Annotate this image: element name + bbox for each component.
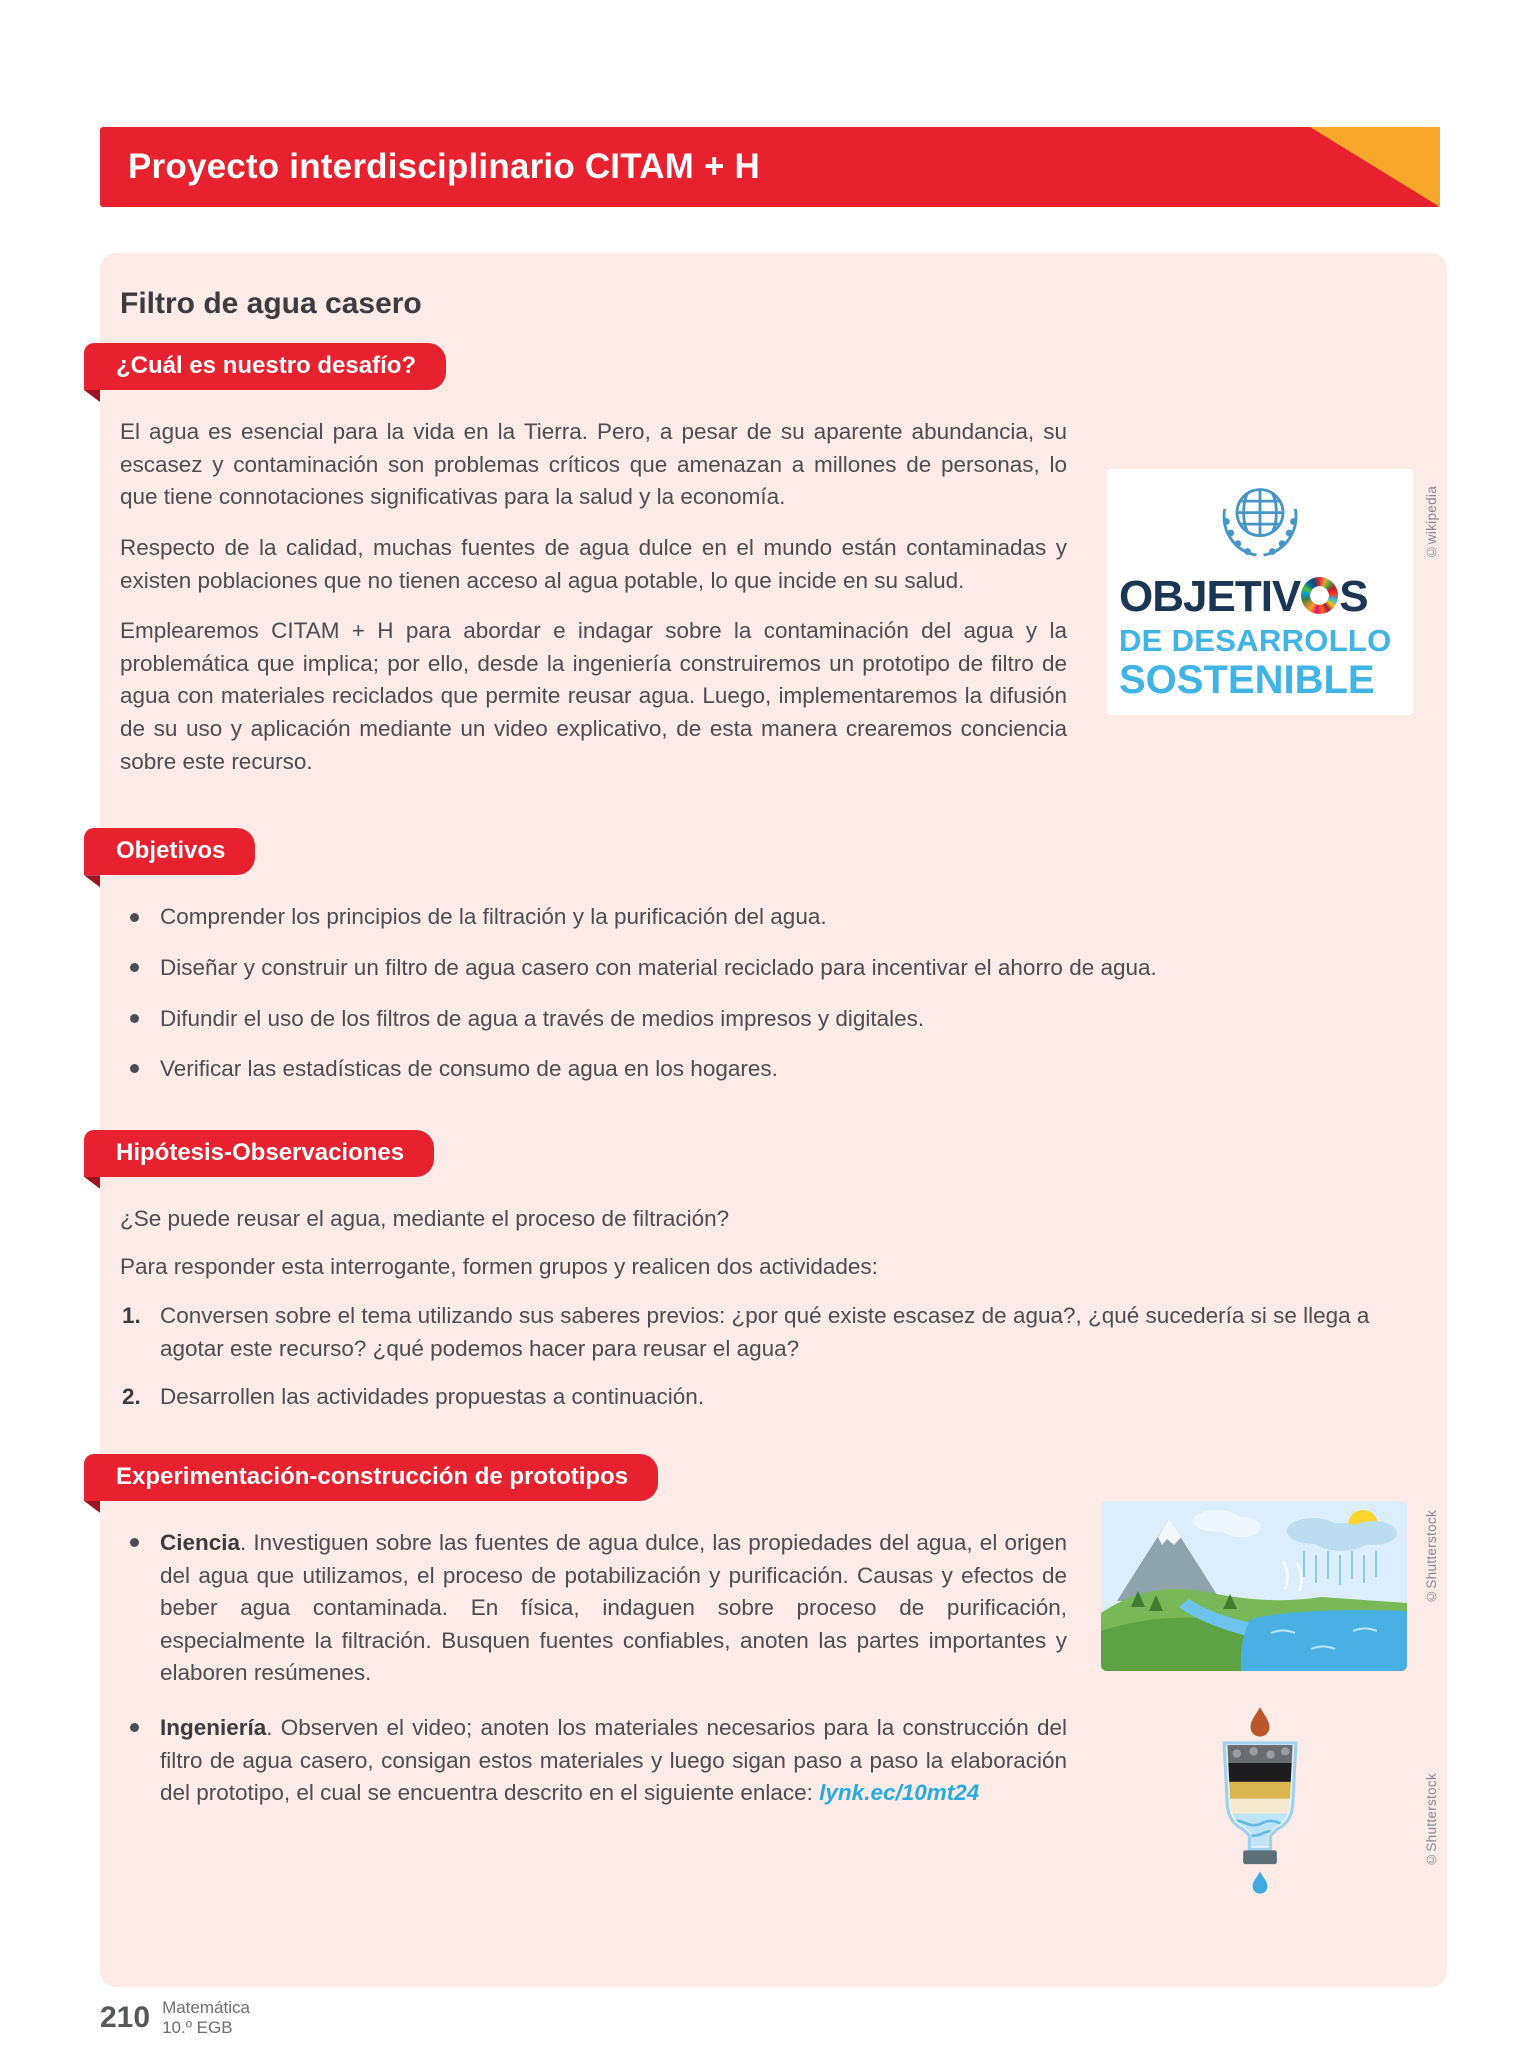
paragraph: El agua es esencial para la vida en la Tierra. Pero, a pesar de su aparente abundancia, su escasez y contaminación son problemas críticos que amenazan a millones de personas, lo que tiene connotaciones significativas para la salud y la economía. <box>120 419 1067 510</box>
ribbon-fold <box>84 390 100 402</box>
water-filter-illustration <box>1201 1705 1319 1901</box>
section-badge-label: Hipótesis-Observaciones <box>116 1138 405 1166</box>
item-lead: Ingeniería <box>160 1715 267 1740</box>
list-item <box>120 952 1427 985</box>
banner-corner-accent <box>1310 127 1440 207</box>
section-objetivos <box>116 828 1427 1086</box>
bullet-icon <box>130 1064 139 1073</box>
sdg-line2: DE DESARROLLO <box>1119 623 1392 658</box>
bullet-icon <box>130 963 139 972</box>
numbered-item <box>120 1381 1390 1414</box>
hipotesis-activities-list <box>120 1300 1427 1414</box>
ribbon-fold <box>84 1501 100 1513</box>
footer-subject: Matemática <box>162 1998 250 2017</box>
water-cycle-svg <box>1101 1501 1407 1671</box>
ribbon-fold <box>84 1177 100 1189</box>
footer-grade: 10.º EGB <box>162 2018 233 2038</box>
section-badge-desafio <box>84 343 446 390</box>
objetivos-list <box>120 901 1427 1086</box>
bullet-icon <box>130 913 139 922</box>
section-hipotesis <box>116 1130 1427 1414</box>
paragraph: ¿Se puede reusar el agua, mediante el proceso de filtración? <box>120 1205 730 1231</box>
section-badge-label: ¿Cuál es nuestro desafío? <box>116 352 417 379</box>
prototype-video-link[interactable]: lynk.ec/10mt24 <box>819 1780 980 1806</box>
page-footer <box>100 1998 250 2038</box>
paragraph: Respecto de la calidad, muchas fuentes de agua dulce en el mundo están contaminadas y existen poblaciones que no tienen acceso al agua potable, lo que incide en su salud. <box>120 534 1067 593</box>
image-credit-shutterstock: ©Shutterstock <box>1424 1773 1439 1867</box>
list-item <box>120 1003 1427 1036</box>
list-item <box>120 901 1427 934</box>
bullet-icon <box>130 1723 139 1732</box>
numbered-item-text: Conversen sobre el tema utilizando sus saberes previos: ¿por qué existe escasez de agua?, ¿qué sucedería si se llega a agotar este recurso? ¿qué podemos hacer para reusar el agua? <box>160 1303 1370 1361</box>
section-badge-hipotesis <box>84 1130 434 1177</box>
list-item-text: Verificar las estadísticas de consumo de agua en los hogares. <box>160 1056 778 1082</box>
sdg-word-pre: OBJETIV <box>1119 572 1301 621</box>
sdg-color-wheel-icon <box>1301 577 1338 614</box>
item-text: . Observen el video; anoten los materiales necesarios para la construcción del filtro de agua casero, consigan estos materiales y luego sigan paso a paso la elaboración del prototipo, el cual se encuentra descrito en el siguiente enlace: <box>160 1715 1067 1806</box>
chapter-banner-title: Proyecto interdisciplinario CITAM + H <box>128 147 760 186</box>
page-number: 210 <box>100 2001 151 2035</box>
un-emblem-icon <box>1201 479 1319 571</box>
hipotesis-intro <box>120 1203 1390 1284</box>
list-item-text: Diseñar y construir un filtro de agua casero con material reciclado para incentivar el ahorro de agua. <box>160 954 1157 980</box>
list-item-text: Comprender los principios de la filtración y la purificación del agua. <box>160 904 827 930</box>
item-number: 1. <box>122 1303 141 1328</box>
water-cycle-illustration <box>1101 1501 1407 1671</box>
sdg-logo-block <box>1107 469 1413 715</box>
image-credit-shutterstock: ©Shutterstock <box>1424 1510 1439 1604</box>
section-badge-objetivos <box>84 828 255 875</box>
section-badge-experimentacion <box>84 1454 658 1501</box>
sdg-word-post: S <box>1339 572 1368 621</box>
item-lead: Ciencia <box>160 1529 241 1555</box>
list-item-text: Difundir el uso de los filtros de agua a través de medios impresos y digitales. <box>160 1005 925 1031</box>
image-credit-wikipedia: ©wikipedia <box>1424 486 1439 560</box>
list-item <box>120 1053 1427 1086</box>
list-item-ciencia <box>120 1527 1067 1690</box>
content-panel <box>100 253 1447 1987</box>
item-text: . Investiguen sobre las fuentes de agua dulce, las propiedades del agua, el origen del agua que utilizamos, el proceso de potabilización y purificación. Causas y efectos de beber agua contaminada. En física, indaguen sobre proceso de purificación, especialmente la filtración. Busquen fuentes confiables, anoten las partes importantes y elaboren resúmenes. <box>160 1529 1067 1686</box>
ribbon-fold <box>84 875 100 887</box>
list-item-ingenieria <box>120 1712 1067 1810</box>
paragraph: Emplearemos CITAM + H para abordar e indagar sobre la contaminación del agua y la problemática que implica; por ello, desde la ingeniería construiremos un prototipo de filtro de agua con materiales reciclados que permite reusar agua. Luego, implementaremos la difusión de su uso y aplicación mediante un video explicativo, de esta manera crearemos conciencia sobre este recurso. <box>120 618 1067 774</box>
page-title: Filtro de agua casero <box>120 287 422 320</box>
bullet-icon <box>130 1014 139 1023</box>
bullet-icon <box>130 1538 139 1547</box>
numbered-item-text: Desarrollen las actividades propuestas a continuación. <box>160 1384 705 1410</box>
footer-subject-grade <box>162 1998 250 2038</box>
chapter-banner <box>100 127 1440 207</box>
paragraph: Para responder esta interrogante, formen grupos y realicen dos actividades: <box>120 1254 878 1280</box>
item-number: 2. <box>122 1384 141 1410</box>
sdg-line3: SOSTENIBLE <box>1119 657 1375 702</box>
section-badge-label: Experimentación-construcción de prototipos <box>116 1462 629 1490</box>
section-badge-label: Objetivos <box>116 837 226 865</box>
desafio-text <box>120 416 1067 778</box>
water-filter-svg <box>1201 1705 1319 1901</box>
numbered-item <box>120 1300 1390 1365</box>
sdg-wordmark <box>1119 572 1401 621</box>
